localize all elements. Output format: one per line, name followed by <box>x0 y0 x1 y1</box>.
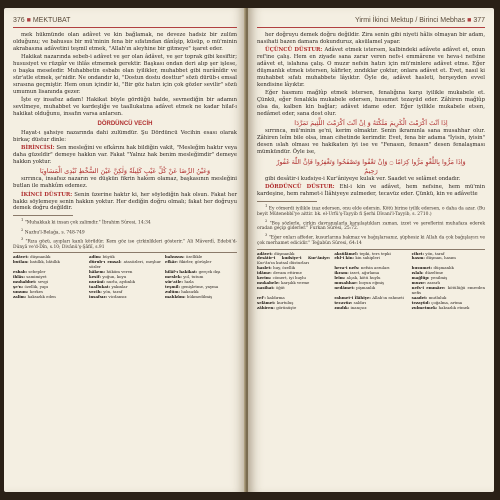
glossary-entry: rahmet-i İlâhiye: Allah'ın rahmeti <box>334 294 404 300</box>
rule-label: BİRİNCİSİ: <box>21 145 55 152</box>
glossary <box>13 252 237 299</box>
glossary-entry: umum: herkes <box>13 288 44 294</box>
footnote: $^2$ "Boş sözlerle, çirkin davranışlarla karşılaştıkları zaman, izzet ve şereflerini muhafaza ederek oradan geçip giderler." Furkan Sûresi, 25:72. <box>257 218 485 232</box>
glossary-entry: leîm: alçak, kötü huylu <box>334 275 381 281</box>
glossary-entry: insafsız: vicdansız <box>89 293 127 299</box>
glossary-entry: musahhar: boyun eğmiş <box>334 280 385 285</box>
arabic-verse: اِذَا اَنْتَ اَكْرَمْتَ الْكَرِيمَ مَلَكْتَهُ وَ اِنْ اَنْتَ اَكْرَمْتَ اللَّئِيمَ تَمَرَّدَا <box>294 119 448 128</box>
glossary-entry: mahkûm: hükmedilmiş <box>165 293 213 299</box>
glossary-entry: ıslah: düzeltme <box>411 270 444 276</box>
section-heading: DÖRDÜNCÜ VECİH <box>97 120 153 127</box>
glossary-entry: zulüm: haksızlık <box>165 288 199 294</box>
glossary-entry: cihet: yön, taraf <box>411 250 445 256</box>
glossary-entry: idâme: devam ettirme <box>257 270 302 276</box>
paragraph <box>13 145 237 166</box>
glossary-entry: adâvet: düşmanlık <box>257 250 295 256</box>
paragraph <box>13 192 237 213</box>
rule-text: Adâvet etmek istersen, kalbindeki adâvete adâvet et, onun ref'ine çalış. Hem en ziyade sana zarar veren nefs-i emmârene ve heva-i nefsine adâvet et, islahına çalış. O muzır nefsin hatırı için mü'minlere adâvet etme. Eğer düşmanlık etmek istersen, kâfirler, zındıklar çoktur, onlara adâvet et. Evet, nasıl ki muhabbet sıfatı muhabbete lâyıktır. Öyle de, adâvet hasleti, herşeyden evvel kendisine lâyıktır. <box>257 47 486 88</box>
glossary-entry: haslet: huy, özellik <box>257 265 296 271</box>
footnote: $^2$ Nazhu'l-Belağa, s. 748-749 <box>21 227 85 236</box>
glossary-entry: zalim: haksızlık eden <box>13 293 56 299</box>
glossary-entry: esbab: sebepler <box>13 269 46 275</box>
glossary-entry: ihlâs: samimiyet <box>13 274 47 279</box>
glossary-entry: meslek: yol, tutum <box>165 274 204 279</box>
glossary-entry: butlan: batıllık, bâtıllık <box>13 259 60 265</box>
glossary-entry: zındık: inançsız <box>334 304 367 310</box>
glossary-entry: taallukat: yakınlar <box>89 283 128 289</box>
footnote-divider <box>13 215 73 216</box>
rule-text: Ehl-i kin ve adâvet, hem nefsine, hem mü'min kardeşine, hem rahmet-i İlâhiyeye zulmeder, tecavüz eder. Çünkü, kin ve adâvette <box>257 183 485 197</box>
paragraph: gibi desâtir-i kudsiye-i Kur'âniyeye kulak ver. Saadet ve selâmet ondadır. <box>265 175 461 182</box>
paragraph: her doğruyu demek doğru değildir. Zira senin gibi niyeti hâlis olmayan bir adam, nasihati bazen damara dokunduruz, aksülamel yapar. <box>257 32 485 45</box>
glossary-entry: hâkem: hüküm veren <box>89 269 133 275</box>
running-title: MEKTUBAT <box>32 17 71 24</box>
paragraph <box>257 47 485 88</box>
rule-text: Sen mesleğini ve efkârını hak bildiğin vakit, "Mesleğim haktır veya daha güzeldir" demeye hakkın var. Fakat "Yalnız hak benim mesleğimdir" demeye hakkın yoktur. <box>13 145 237 165</box>
glossary-entry: dürub-ı emsal: atasözleri, meşhur sözler <box>89 259 161 270</box>
glossary-entry: hasm: düşman, hasım <box>411 255 456 261</box>
glossary-entry: muhabbet: sevgi <box>13 278 49 284</box>
right-page-body <box>257 32 485 310</box>
glossary-entry: nasihat: öğüt <box>257 284 285 290</box>
rule-label: DÖRDÜNCÜ DÜSTUR: <box>265 183 335 190</box>
arabic-verse: وَاِذَا مَرُّوا بِاللَّغْوِ مَرُّوا كِرَامًا ۝ وَاِنْ تَعْفُوا وَتَصْفَحُوا وَتَغْفِرُوا فَاِنَّ اللّٰهَ غَفُورٌ <box>276 157 466 166</box>
paragraph: İşte ey insafsız adam! Hakikat böyle gördüğü halde, sevmediğin bir adamın sevilmeye, muhabbet ve kardeşliğe ve taallukatına adâvet etmek ne kadar hilaf-ı hakikat olduğunu, insafın varsa anlarsın. <box>13 97 237 117</box>
glossary-entry: selâmet: kurtuluş <box>257 299 294 305</box>
glossary-entry: nefs-i emmâre: kötülüğü emreden nefis <box>411 284 485 295</box>
glossary-entry: teşmil: genişletme, yayma <box>165 283 219 289</box>
page-number: 376 <box>13 17 25 24</box>
glossary-entry: aksülâmel: tepki, ters tepki <box>334 250 391 256</box>
glossary-entry: adîm: büyük <box>89 254 115 260</box>
glossary <box>257 249 485 311</box>
glossary-entry: adâvet: düşmanlık <box>13 254 51 260</box>
glossary-entry: tezayüd: çoğalma, artma <box>411 299 463 305</box>
left-page-body <box>13 32 237 300</box>
glossary-entry: nurânî: nurlu, aydınlık <box>89 278 136 284</box>
glossary-entry: nedâmet: pişmanlık <box>334 284 376 290</box>
footnote: $^1$ "Muhakkak ki insan çok zalimdir." İbrahim Sûresi, 14:34 <box>21 218 151 226</box>
glossary-entry: ref': kaldırma <box>257 294 285 300</box>
glossary-entry: heva-i nefs: nefsin arzuları <box>334 265 390 271</box>
glossary-entry: sür'atle: hızla <box>165 278 194 284</box>
paragraph: mek hükmünde olan adâvet ve kin bağlamak, ne deveze hadsiz bir zulüm olduğunu; ve bahusus bir mü'minin fena bir sıfatından dânîşip, küsüp, o mü'minin akrabasına adâvetini teşmil etmek, "Allah'ın aleyhine bir gitmeye" işaret eder. <box>13 32 237 52</box>
paragraph: Hayat-ı şahsiye nazarında dahi zulümdür. Şu Dördüncü Vecihin esası olarak birkaç düstur dinle: <box>13 129 237 143</box>
right-page-header <box>257 16 485 28</box>
page-number: 377 <box>473 17 485 24</box>
paragraph <box>257 184 485 198</box>
right-page <box>248 8 494 492</box>
left-page-header <box>13 16 237 28</box>
glossary-entry: mukabele: karşılık verme <box>257 280 310 285</box>
arabic-verse: رَحِيمٌ <box>364 166 378 175</box>
glossary-entry: ikram: izzet, ağırlama <box>334 270 380 276</box>
glossary-entry: zulmetmek: haksızlık etmek <box>411 304 470 310</box>
glossary-entry: ehl-i kin: kin sahipleri <box>334 255 380 261</box>
rule-label: ÜÇÜNCÜ DÜSTUR: <box>265 47 323 54</box>
glossary-entry: saadet: mutluluk <box>411 294 447 300</box>
paragraph: sırrınca, mü'minin şe'ni, kerim olmaktır. Senin ikramınla sana musahhar olur. Zâhiren leîm bile olsa, iman cihetinde kerimdir. Evet, fena bir adama "İyisin, iyisin" desen ıslah olması ve hakikaten iyi ise ve "Fenasın, fenasın" desen fenalaşması mümkündür. Öyle ise, <box>257 128 485 156</box>
glossary-entry: şe'n: özellik, yapı <box>13 283 48 289</box>
glossary-entry: kerim: cömert, iyi huylu <box>257 275 306 281</box>
footnote-divider <box>257 201 317 202</box>
paragraph: Hakikat nazarında sebeb-i adâvet ve şer olan âdâvet, ve şer toprak gibi kesiftir; hususiyet ve rüzgâr ve ihlâs etmemek gerektir. Başkası ondan deri alıp şer işlese, o başka meseledir. Muhabbetin esbabı olan iyilikler, muhabbet gibi nurânîdir ve sür'atle etmek, şe'nidir. Ne ondandır ki, "Dostun dostu dosttur" sözü dürüb-ı emsal sırasına geçmiştir. Hem onun içindir ki, "Bir göz hatırı için çok gözler sevilir" sözü umumun lisanında gezer. <box>13 54 237 95</box>
glossary-entry: mağlûp: yenilmiş <box>411 275 448 281</box>
glossary-entry: tecavüz: saldırı <box>334 299 366 305</box>
glossary-entry: muzır: zararlı <box>411 280 441 285</box>
square-bullet-icon: ■ <box>467 17 472 24</box>
glossary-entry: vecih: yön, taraf <box>89 288 123 294</box>
glossary-entry: kesif: yoğun, koyu <box>89 274 127 279</box>
glossary-entry: hilâf-ı hakikat: gerçek dışı <box>165 269 221 275</box>
glossary-entry: bahusus: özellikle <box>165 254 203 260</box>
footnote: $^3$ "Eğer onları affeder, kusurlarına bakmaz ve bağışlarsanız, şüphesiz ki Allah da çok bağışlayıcı ve çok merhamet edicidir." Teğabün Sûresi, 64:14 <box>257 233 485 247</box>
glossary-entry: desâtir-i kudsiye-i Kur'âniye: Kur'ân'ın kutsal düsturları <box>257 255 331 266</box>
rule-text: Senin üzerine haktır ki, her söylediğin hak olsun. Fakat her hakkı söylemeye senin hakkın yoktur. Her dediğin doğru olmalı; fakat her doğruyu demek doğru değildir. <box>13 191 237 212</box>
footnote: $^3$ "Rıza gözü, ayıpları kanlı körü̈dür. Kem göz ise çirkinlikleri gösterir." Ali Mâverdî, Edebü'd-Dünyâ ve'd-Dîn, s.10; Divânü'ş-Şâfiî, s.91 <box>13 237 237 250</box>
paragraph: sırrınca, insafsız nazarın ve düşkün fikrin hakem olamaz, başkasının mesleğini butlan ile mahkûm edemez. <box>13 176 237 190</box>
glossary-entry: efkâr: fikirler, görüşler <box>165 259 212 265</box>
glossary-entry: zâhiren: görünüşte <box>257 304 297 310</box>
square-bullet-icon: ■ <box>26 17 31 24</box>
left-page <box>4 8 246 492</box>
footnote: $^1$ Ey cömerdi iyilikle izaz edersen, onu elde edersin. Kötü birine iyilik edersen, o daha da azar. (Bu beyit Mütenebbî'ye aittir. bk. el-Urfü'ş-Tayyib fi Şerhi Dîvani'l-Tayyib, s. 2710.) <box>257 203 486 217</box>
rule-label: İKİNCİ DÜSTUR: <box>21 191 73 198</box>
glossary-entry: husumet: düşmanlık <box>411 265 454 271</box>
running-title: Yirmi İkinci Mektup / Birinci Mebhas <box>354 17 466 24</box>
arabic-verse: وَعَيْنُ الرِّضَا عَنْ كُلِّ عَيْبٍ كَلِيلَةٌ وَلٰكِنَّ عَيْنَ السُّخْطِ تُبْدِى الْمَسَاوِيَا <box>39 167 211 176</box>
paragraph: Eğer hasmını mağlûp etmek istersen, fenalığına karşı iyilikle mukabele et. Çünkü, eğer fenalıkla mukabele edersen, husumet tezayüd eder. Zâhiren mağlûp olsa da, kalben kin bağlar; adâvet idame eder. Eğer iyilikle mukabele etsen, nedâmet eder, sana dost olur. <box>257 90 485 117</box>
